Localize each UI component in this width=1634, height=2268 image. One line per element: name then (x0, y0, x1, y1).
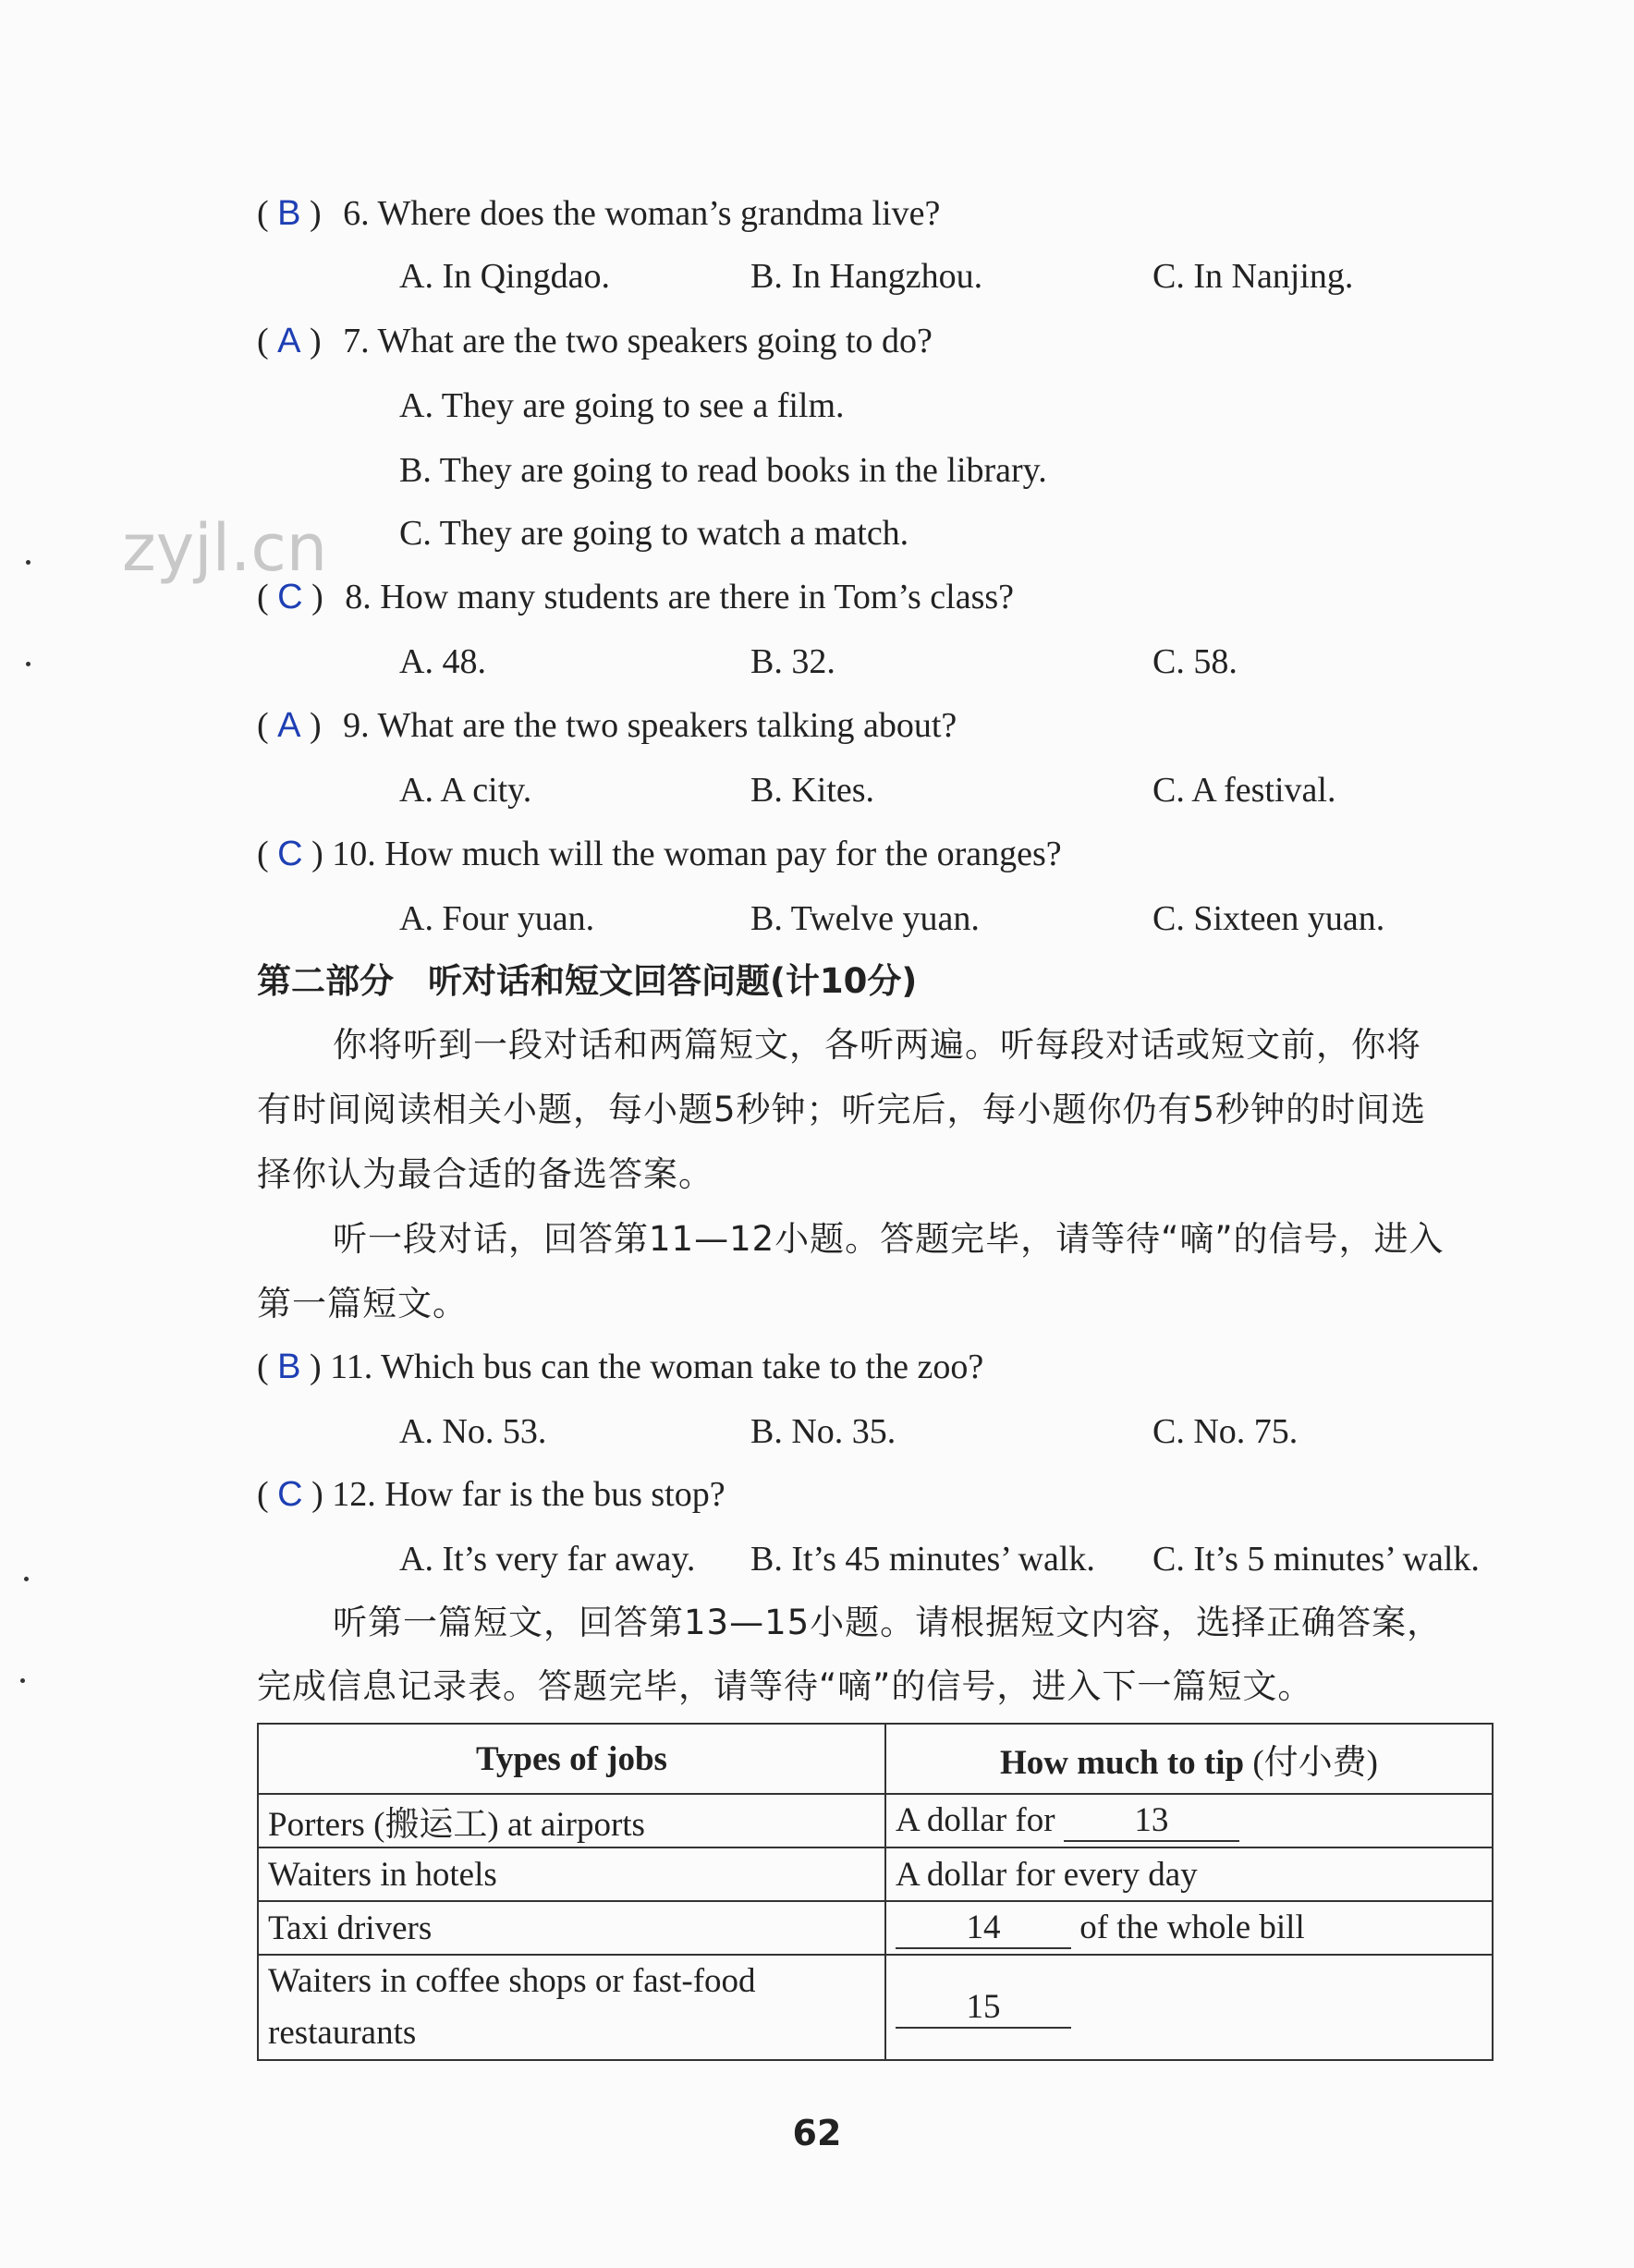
question-number: 10. (332, 835, 376, 873)
answer-blank-15[interactable]: 15 (896, 1987, 1071, 2029)
margin-dot (24, 1577, 29, 1581)
answer-9: A (277, 706, 301, 745)
margin-dot (20, 1678, 25, 1683)
dialog-instruction-line: 第一篇短文。 (257, 1284, 468, 1323)
option-8a: A. 48. (399, 642, 486, 681)
question-6: ( B ) 6. Where does the woman’s grandma live? (257, 194, 941, 233)
question-number: 7. (343, 322, 370, 360)
page-number: 62 (792, 2113, 842, 2153)
question-text: How much will the woman pay for the oranges? (384, 835, 1062, 873)
option-10b: B. Twelve yuan. (750, 899, 980, 938)
tip-cell: A dollar for every day (885, 1847, 1493, 1901)
watermark: zyjl.cn (122, 510, 328, 586)
option-12a: A. It’s very far away. (399, 1540, 696, 1579)
part2-title: 第二部分 听对话和短文回答问题(计10分) (257, 961, 918, 1001)
option-9a: A. A city. (399, 771, 532, 810)
answer-10: C (277, 835, 303, 873)
question-text: How far is the bus stop? (384, 1475, 726, 1514)
answer-11: B (277, 1347, 301, 1386)
table-row (258, 1794, 1493, 1847)
option-8b: B. 32. (750, 642, 835, 681)
column-header-jobs: Types of jobs (258, 1724, 885, 1794)
option-12c: C. It’s 5 minutes’ walk. (1152, 1540, 1480, 1579)
option-10c: C. Sixteen yuan. (1152, 899, 1385, 938)
margin-dot (26, 662, 30, 666)
option-11a: A. No. 53. (399, 1412, 547, 1451)
answer-12: C (277, 1475, 303, 1514)
table-row (258, 1901, 1493, 1955)
answer-6: B (277, 194, 301, 233)
option-12b: B. It’s 45 minutes’ walk. (750, 1540, 1095, 1579)
question-number: 6. (343, 194, 370, 233)
question-text: What are the two speakers going to do? (377, 322, 933, 360)
question-text: How many students are there in Tom’s class? (380, 578, 1015, 616)
job-cell: Waiters in coffee shops or fast-food restaurants (258, 1955, 885, 2060)
table-row (258, 1955, 1493, 2060)
question-text: Where does the woman’s grandma live? (377, 194, 941, 233)
job-cell: Porters (搬运工) at airports (258, 1794, 885, 1847)
dialog-instruction-line: 听一段对话，回答第11—12小题。答题完毕，请等待“嘀”的信号，进入 (333, 1219, 1445, 1259)
question-10: ( C ) 10. How much will the woman pay for the oranges? (257, 835, 1062, 873)
answer-8: C (277, 578, 303, 616)
option-6c: C. In Nanjing. (1152, 257, 1354, 296)
option-10a: A. Four yuan. (399, 899, 595, 938)
question-12: ( C ) 12. How far is the bus stop? (257, 1475, 726, 1514)
option-9c: C. A festival. (1152, 771, 1336, 810)
question-8: ( C ) 8. How many students are there in Tom’s class? (257, 578, 1015, 616)
tip-cell: 14 of the whole bill (885, 1901, 1493, 1955)
option-8c: C. 58. (1152, 642, 1238, 681)
answer-blank-14[interactable]: 14 (896, 1908, 1071, 1949)
question-text: What are the two speakers talking about? (377, 706, 957, 745)
job-cell: Taxi drivers (258, 1901, 885, 1955)
option-11b: B. No. 35. (750, 1412, 896, 1451)
passage-instruction-line: 听第一篇短文，回答第13—15小题。请根据短文内容，选择正确答案， (333, 1603, 1443, 1642)
option-11c: C. No. 75. (1152, 1412, 1299, 1451)
option-6a: A. In Qingdao. (399, 257, 610, 296)
question-number: 12. (332, 1475, 376, 1514)
question-11: ( B ) 11. Which bus can the woman take to the zoo? (257, 1347, 984, 1386)
part2-intro-line: 有时间阅读相关小题，每小题5秒钟；听完后，每小题你仍有5秒钟的时间选 (257, 1090, 1427, 1129)
info-record-table (257, 1723, 1494, 2061)
part2-intro-line: 你将听到一段对话和两篇短文，各听两遍。听每段对话或短文前，你将 (333, 1025, 1421, 1065)
table-header-row (258, 1724, 1493, 1794)
question-9: ( A ) 9. What are the two speakers talking about? (257, 706, 957, 745)
table-row (258, 1847, 1493, 1901)
passage-instruction-line: 完成信息记录表。答题完毕，请等待“嘀”的信号，进入下一篇短文。 (257, 1666, 1313, 1706)
question-number: 8. (345, 578, 372, 616)
answer-7: A (277, 322, 301, 360)
tip-cell: A dollar for 13 (885, 1794, 1493, 1847)
job-cell: Waiters in hotels (258, 1847, 885, 1901)
question-number: 11. (330, 1347, 373, 1386)
option-7c: C. They are going to watch a match. (399, 514, 909, 553)
option-9b: B. Kites. (750, 771, 875, 810)
option-7b: B. They are going to read books in the library. (399, 451, 1047, 490)
question-number: 9. (343, 706, 370, 745)
tip-cell (885, 1955, 1493, 2060)
part2-intro-line: 择你认为最合适的备选答案。 (257, 1154, 713, 1194)
margin-dot (26, 560, 30, 565)
question-7: ( A ) 7. What are the two speakers going to do? (257, 322, 933, 360)
option-7a: A. They are going to see a film. (399, 386, 845, 425)
column-header-tip: How much to tip (付小费) (885, 1724, 1493, 1794)
question-text: Which bus can the woman take to the zoo? (381, 1347, 984, 1386)
answer-blank-13[interactable]: 13 (1064, 1800, 1239, 1842)
header-note: (付小费) (1252, 1744, 1378, 1782)
option-6b: B. In Hangzhou. (750, 257, 983, 296)
